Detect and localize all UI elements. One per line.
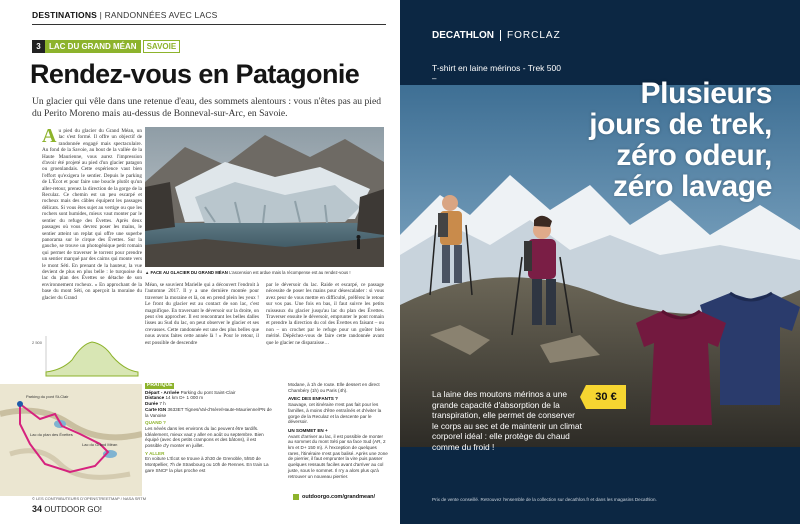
- row-label: Carte IGN: [145, 406, 167, 412]
- col4-intro: Modane, à 1h de route. Elle dessert en direct Chambéry (1h) ou Paris (4h).: [288, 382, 380, 393]
- article-tag: [32, 40, 180, 53]
- summit-text: Avant d'arriver au lac, il est possible de monter au sommet du mont Séti par sa face Sud (AR, 2 km et D+ 150 m). À l'exception de quelques rares, l'itinéraire n'est pas balisé. Après une zone de pierrier, il faut emprunter la vire puis passer quelques ressauts faciles avant d'arriver au col juste, sous le sommet. Il n'y a alors plus qu'à retrouver un nouveau pierrier.: [288, 433, 388, 479]
- subsection-label: RANDONNÉES AVEC LACS: [104, 10, 218, 20]
- go-title: Y ALLER: [145, 450, 165, 456]
- practical-heading: PRATIQUE: [147, 382, 173, 388]
- when-title: QUAND ?: [145, 420, 166, 426]
- elevation-profile: [32, 332, 140, 382]
- brand-separator: [500, 30, 501, 41]
- kids-title: AVEC DES ENFANTS ?: [288, 396, 338, 402]
- url-text[interactable]: outdoorgo.com/grandmean/: [302, 494, 376, 500]
- decathlon-ad-page: [400, 0, 800, 524]
- header-rule: [32, 24, 386, 25]
- row-value: 7 h: [159, 401, 166, 407]
- magazine-name: OUTDOOR GO!: [44, 505, 103, 514]
- row-label: Départ - Arrivée: [145, 389, 180, 395]
- headline-line: jours de trek,: [589, 108, 772, 141]
- headline-line: zéro lavage: [612, 170, 772, 203]
- ad-claim: La laine des moutons mérinos a une grande capacité d'absorption de la transpiration, elle permet de conserver le corps au sec et de maintenir un climat corporel idéal : elle protège du chaud comme du froid !: [432, 389, 582, 452]
- map-credits: © LES CONTRIBUTEURS D'OPENSTREETMAP / NASA SRTM: [32, 496, 147, 501]
- sub-brand-name: FORCLAZ: [507, 30, 561, 41]
- row-value: 14 km D+ 1 000 m: [165, 395, 204, 401]
- article-region: SAVOIE: [143, 40, 181, 53]
- body-column-2: Méan, se souvient Marielle qui a découvert l'endroit à l'automne 2017. Il y a une dernière montée pour traverser la moraine et là, on en prend plein les yeux ! Le front du glacier est au contact de son lac, c'est magnifique. En traversant le déversoir sur la droite, on peut s'en approcher. Il est rencontrant les belles dalles lisses au Sud du lac, on peut observer le glacier et ses crevasses. Cette randonnée est une des plus belles que nous avons faites cette année là ! » Pour le retour, il est possible de descendre: [145, 282, 259, 346]
- product-name: T-shirt en laine mérinos - Trek 500: [432, 63, 561, 73]
- article-url[interactable]: [293, 494, 375, 500]
- go-text: En voiture L'Écot se trouve à 2h30 de Grenoble, 5h50 de Montpellier, 7h de Strasbourg ou 10h de Rennes. En train La gare SNCF la plus proche est: [145, 456, 269, 473]
- row-value: 3633ET Tignes/Val-d'Isère/Haute-Maurienne/PN de la Vanoise: [145, 406, 272, 418]
- body-column-4: [288, 382, 388, 479]
- photo-caption: ▲ FACE AU GLACIER DU GRAND MÉAN L'ascension est ardue mais la récompense est au rendez-vous !: [145, 270, 351, 275]
- body-text-1: u pied du glacier du Grand Méan, un lac s'est formé. Il offre un objectif de randonnée engagé mais spectaculaire. Au fond de la Savoie, au bout de la vallée de la Haute Maurienne, vous aurez l'impression d'avoir été projeté au pied d'un glacier patagon ou groenlandais. Cette expérience vaut bien l'effort qu'exigera le sentier. Depuis le parking de L'Écot et pour faire une boucle plutôt qu'un aller-retour, prenez la direction de la gorge de la Reculaz. Ce chemin est un peu escarpé et rocheux mais des câbles équipent les passages délicats. Si vous êtes sujet au vertige ou que les rochers sont humides, mieux vaut monter par le sentier du refuge des Évettes. Après deux passages où vous devrez poser les mains, le sentier atteint un replat qui offre une superbe panorama sur le cirque des Évettes. Sur la gauche, se trouve un photogénique petit romain qui permet de traverser le torrent pour prendre un sentier marqué par des cairns qui monte vers le mont Séti. En prenant de la hauteur, la vue devient de plus en plus belle : le turquoise du lac du plan des Évettes se détache de son environnement rocheux. « En approchant de la base du mont Séti, on aperçoit la moraine du glacier du Grand: [42, 128, 142, 301]
- caption-bold: FACE AU GLACIER DU GRAND MÉAN: [150, 270, 228, 275]
- folio: [32, 504, 102, 514]
- kids-text: Sauvage, cet itinéraire n'est pas fait pour les familles, à moins d'être entraînés et d'éviter la gorge de la Reculaz et la descente par le déversoir.: [288, 402, 382, 425]
- drop-cap: A: [42, 125, 57, 147]
- practical-box: [145, 382, 273, 474]
- price-tag: 30 €: [586, 385, 626, 409]
- profile-tick-label: 2 500: [32, 340, 43, 345]
- ad-headline: [589, 78, 772, 202]
- summit-title: UN SOMMET EN +: [288, 427, 328, 433]
- when-text: Les névés dans les environs du lac peuvent être tardifs. Idéalement, mieux vaut y aller en août ou septembre. Bien équipé (avec des petits crampons et des bâtons), il est possible d'y monter en juillet.: [145, 425, 264, 449]
- row-value: Parking du pont Saint-Clair: [180, 389, 236, 395]
- ad-footer-note: Prix de vente conseillé. Retrouvez l'ensemble de la collection sur decathlon.fr et dans les magasins Decathlon.: [432, 497, 657, 502]
- row-label: Distance: [145, 395, 165, 401]
- practical-row: [145, 407, 273, 418]
- product-dash: –: [432, 74, 437, 83]
- url-square-icon: [293, 494, 299, 500]
- article-number: 3: [32, 40, 45, 53]
- body-column-1: [42, 125, 142, 301]
- article-location: LAC DU GRAND MÉAN: [45, 40, 141, 53]
- article-title: Rendez-vous en Patagonie: [30, 59, 360, 89]
- brand-logo: [432, 30, 561, 41]
- map-label-lake: Lac du Grand Méan: [82, 442, 118, 447]
- brand-name: DECATHLON: [432, 30, 495, 41]
- row-label: Durée: [145, 401, 159, 407]
- body-column-3: par le déversoir du lac. Raide et escarpé, ce passage nécessite de poser les mains pour désescalader : si vous avez peur de vous mettre en difficulté, préférez le retour sur vos pas. Une fois en bas, il faut suivre les petits ruisseaux du glacier jusqu'au lac du plan des Évettes. Traverser ensuite le déversoir, emprunter le pont romain et prendre la direction du col des Évettes en faisant – ou non – un crochet par le refuge pour un goûter bien mérité. Dépêchez-vous de faire cette randonnée avant que le glacier ne disparaisse…: [266, 282, 384, 346]
- caption-text: L'ascension est ardue mais la récompense est au rendez-vous !: [229, 270, 351, 275]
- glacier-photo: [145, 127, 384, 267]
- article-lead: Un glacier qui vêle dans une retenue d'eau, des sommets alentours : vous n'êtes pas au pied du Perito Moreno mais au-dessus de Bonneval-sur-Arc, en Savoie.: [32, 96, 381, 119]
- page-number: 34: [32, 504, 43, 514]
- running-head: DESTINATIONS | RANDONNÉES AVEC LACS: [32, 10, 218, 20]
- route-map: [0, 384, 142, 496]
- headline-line: zéro odeur,: [616, 139, 772, 172]
- map-label-evettes: Lac du plan des Évettes: [30, 432, 73, 437]
- map-label-parking: Parking du pont St-Clair: [26, 394, 69, 399]
- section-label: DESTINATIONS: [32, 10, 98, 20]
- headline-line: Plusieurs: [640, 77, 772, 110]
